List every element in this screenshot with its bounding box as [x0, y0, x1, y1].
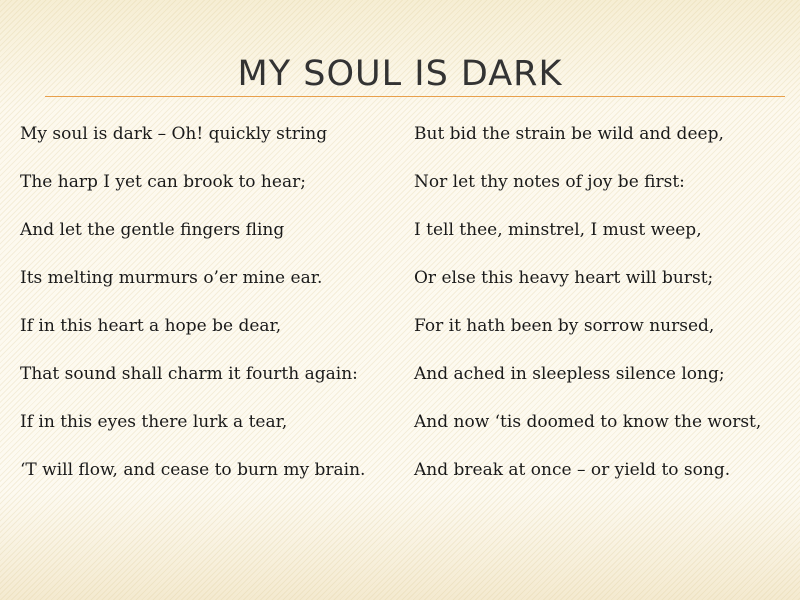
- poem-line: If in this heart a hope be dear,: [20, 316, 282, 336]
- poem-line: And now ‘tis doomed to know the worst,: [414, 412, 762, 432]
- poem-line: But bid the strain be wild and deep,: [414, 124, 724, 144]
- poem-line: And break at once – or yield to song.: [414, 460, 731, 480]
- poem-line: If in this eyes there lurk a tear,: [20, 412, 288, 432]
- poem-line: That sound shall charm it fourth again:: [20, 364, 358, 384]
- poem-line: And let the gentle fingers fling: [20, 220, 285, 240]
- poem-left-column: [20, 125, 390, 509]
- poem-line: For it hath been by sorrow nursed,: [414, 316, 715, 336]
- poem-line: Or else this heavy heart will burst;: [414, 268, 714, 288]
- poem-right-column: [414, 125, 794, 509]
- title-divider: [45, 96, 785, 97]
- poem-line: Its melting murmurs o’er mine ear.: [20, 268, 323, 288]
- poem-line: ‘T will flow, and cease to burn my brain.: [20, 460, 366, 480]
- poem-line: My soul is dark – Oh! quickly string: [20, 124, 328, 144]
- poem-line: The harp I yet can brook to hear;: [20, 172, 306, 192]
- poem-line: And ached in sleepless silence long;: [414, 364, 725, 384]
- slide-title: MY SOUL IS DARK: [237, 54, 563, 94]
- poem-line: Nor let thy notes of joy be first:: [414, 172, 685, 192]
- poem-line: I tell thee, minstrel, I must weep,: [414, 220, 702, 240]
